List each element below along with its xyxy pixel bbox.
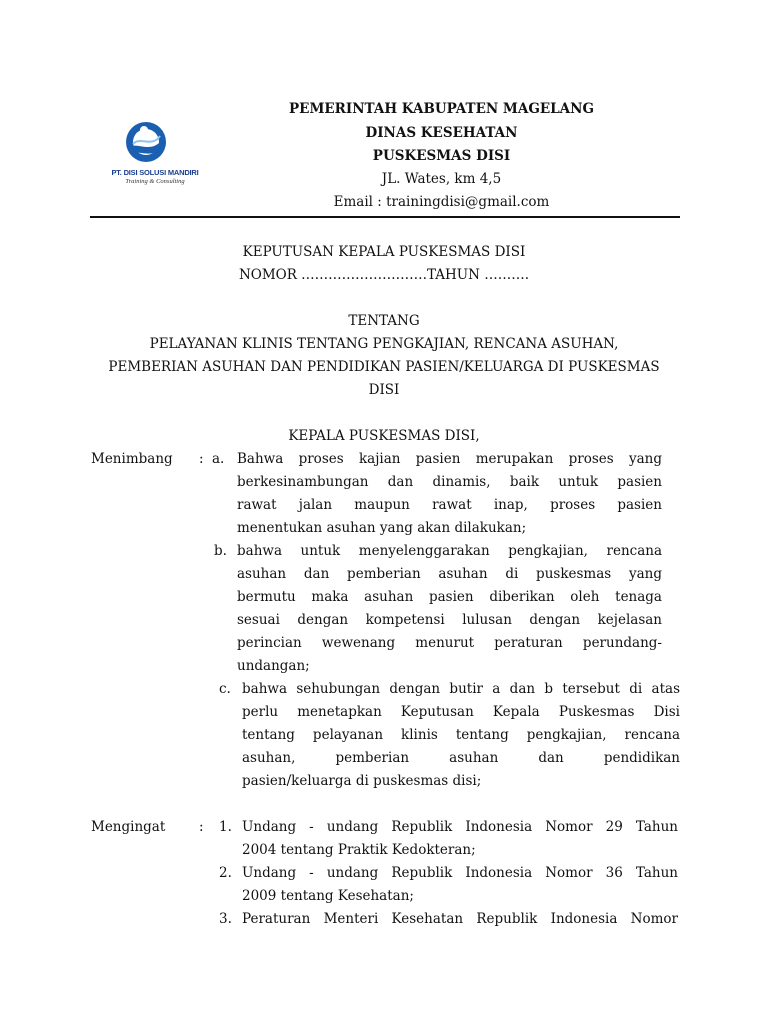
letterhead-divider	[90, 216, 680, 218]
menimbang-colon: :	[199, 451, 204, 467]
menimbang-c-line-3: tentang pelayanan klinis tentang pengkajian, rencana	[242, 727, 680, 743]
mengingat-colon: :	[199, 819, 204, 835]
mengingat-mark-2: 2.	[219, 865, 232, 881]
menimbang-c-line-4: asuhan, pemberian asuhan dan pendidikan	[242, 750, 680, 766]
mengingat-3-line-1: Peraturan Menteri Kesehatan Republik Indonesia Nomor	[242, 911, 678, 927]
logo-company-name: PT. DISI SOLUSI MANDIRI	[111, 168, 199, 177]
menimbang-b-line-6: undangan;	[237, 658, 310, 674]
mengingat-2-line-1: Undang - undang Republik Indonesia Nomor 36 Tahun	[242, 865, 678, 881]
mengingat-label: Mengingat	[91, 819, 166, 835]
decree-title: KEPUTUSAN KEPALA PUSKESMAS DISI	[242, 244, 526, 260]
mengingat-mark-1: 1.	[219, 819, 232, 835]
menimbang-b-line-3: bermutu maka asuhan pasien diberikan oleh tenaga	[237, 589, 662, 605]
menimbang-mark-a: a.	[212, 451, 225, 467]
subject-line-2: PEMBERIAN ASUHAN DAN PENDIDIKAN PASIEN/KELUARGA DI PUSKESMAS	[108, 359, 660, 375]
unit-name: PUSKESMAS DISI	[372, 148, 511, 164]
subject-line-1: PELAYANAN KLINIS TENTANG PENGKAJIAN, RENCANA ASUHAN,	[149, 336, 619, 352]
menimbang-c-line-1: bahwa sehubungan dengan butir a dan b tersebut di atas	[242, 681, 680, 697]
menimbang-label: Menimbang	[91, 451, 173, 467]
issuer: KEPALA PUSKESMAS DISI,	[288, 428, 480, 444]
gov-name: PEMERINTAH KABUPATEN MAGELANG	[289, 101, 594, 117]
dept-name: DINAS KESEHATAN	[365, 125, 518, 141]
menimbang-b-line-4: sesuai dengan kompetensi lulusan dengan kejelasan	[237, 612, 662, 628]
menimbang-a-line-1: Bahwa proses kajian pasien merupakan proses yang	[237, 451, 662, 467]
email: Email : trainingdisi@gmail.com	[333, 194, 550, 210]
mengingat-1-line-2: 2004 tentang Praktik Kedokteran;	[242, 842, 476, 858]
menimbang-b-line-2: asuhan dan pemberian asuhan di puskesmas yang	[237, 566, 662, 582]
menimbang-c-line-2: perlu menetapkan Keputusan Kepala Puskesmas Disi	[242, 704, 680, 720]
menimbang-a-line-2: berkesinambungan dan dinamis, baik untuk pasien	[237, 474, 662, 490]
address: JL. Wates, km 4,5	[381, 171, 502, 187]
menimbang-mark-c: c.	[219, 681, 231, 697]
decree-number: NOMOR ……………………….TAHUN ……….	[238, 267, 530, 283]
mengingat-2-line-2: 2009 tentang Kesehatan;	[242, 888, 414, 904]
menimbang-mark-b: b.	[214, 543, 227, 559]
menimbang-a-line-4: menentukan asuhan yang akan dilakukan;	[237, 520, 527, 536]
menimbang-a-line-3: rawat jalan maupun rawat inap, proses pasien	[237, 497, 662, 513]
about-heading: TENTANG	[348, 313, 420, 329]
logo-tagline: Training & Consulting	[125, 178, 185, 185]
subject-line-3: DISI	[368, 382, 400, 398]
mengingat-mark-3: 3.	[219, 911, 232, 927]
menimbang-b-line-5: perincian wewenang menurut peraturan perundang-	[237, 635, 662, 651]
menimbang-c-line-5: pasien/keluarga di puskesmas disi;	[242, 773, 482, 789]
mengingat-1-line-1: Undang - undang Republik Indonesia Nomor 29 Tahun	[242, 819, 678, 835]
menimbang-b-line-1: bahwa untuk menyelenggarakan pengkajian, rencana	[237, 543, 662, 559]
